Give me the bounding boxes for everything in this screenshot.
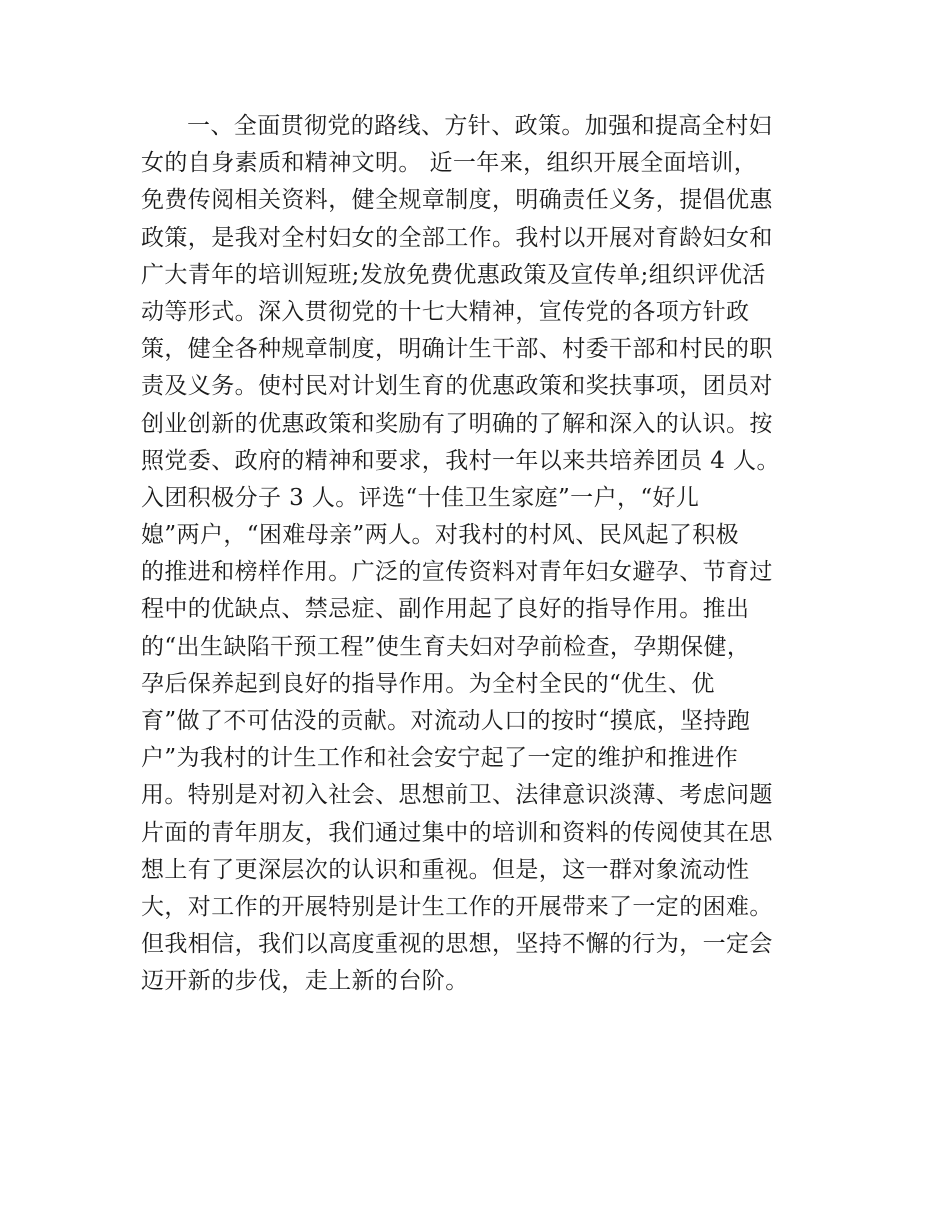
body-paragraph (141, 108, 821, 1001)
paragraph-line: 大，对工作的开展特别是计生工作的开展带来了一定的困难。 (141, 893, 773, 920)
paragraph-line: 广大青年的培训短班;发放免费优惠政策及宣传单;组织评优活 (141, 261, 766, 288)
paragraph-line: 的“出生缺陷干预工程”使生育夫妇对孕前检查，孕期保健， (141, 633, 751, 660)
paragraph-line: 孕后保养起到良好的指导作用。为全村全民的“优生、优 (141, 670, 715, 697)
paragraph-line: 政策，是我对全村妇女的全部工作。我村以开展对育龄妇女和 (141, 224, 773, 251)
paragraph-line: 策，健全各种规章制度，明确计生干部、村委干部和村民的职 (141, 336, 773, 363)
paragraph-line: 想上有了更深层次的认识和重视。但是，这一群对象流动性 (141, 856, 750, 883)
paragraph-line: 一、全面贯彻党的路线、方针、政策。加强和提高全村妇 (187, 113, 772, 139)
paragraph-line: 迈开新的步伐，走上新的台阶。 (141, 968, 469, 995)
paragraph-line: 程中的优缺点、禁忌症、副作用起了良好的指导作用。推出 (141, 596, 750, 623)
paragraph-line: 育”做了不可估没的贡献。对流动人口的按时“摸底，坚持跑 (141, 708, 751, 734)
paragraph-line: 用。特别是对初入社会、思想前卫、法律意识淡薄、考虑问题 (141, 782, 773, 809)
paragraph-line: 免费传阅相关资料，健全规章制度，明确责任义务，提倡优惠 (141, 187, 773, 214)
paragraph-line: 入团积极分子 3 人。评选“十佳卫生家庭”一户，“好儿 (141, 484, 700, 511)
paragraph-line: 动等形式。深入贯彻党的十七大精神，宣传党的各项方针政 (141, 298, 750, 325)
paragraph-line: 照党委、政府的精神和要求，我村一年以来共培养团员 4 人。 (141, 447, 780, 474)
paragraph-line: 片面的青年朋友，我们通过集中的培训和资料的传阅使其在思 (141, 819, 773, 846)
paragraph-line: 的推进和榜样作用。广泛的宣传资料对青年妇女避孕、节育过 (141, 559, 773, 586)
paragraph-line: 女的自身素质和精神文明。 近一年来，组织开展全面培训， (141, 150, 758, 177)
paragraph-line: 户”为我村的计生工作和社会安宁起了一定的维护和推进作 (141, 745, 739, 772)
paragraph-line: 责及义务。使村民对计划生育的优惠政策和奖扶事项，团员对 (141, 373, 773, 400)
paragraph-line: 媳”两户，“困难母亲”两人。对我村的村风、民风起了积极 (141, 522, 740, 549)
paragraph-line: 创业创新的优惠政策和奖励有了明确的了解和深入的认识。按 (141, 410, 773, 437)
paragraph-line: 但我相信，我们以高度重视的思想，坚持不懈的行为，一定会 (141, 931, 773, 958)
